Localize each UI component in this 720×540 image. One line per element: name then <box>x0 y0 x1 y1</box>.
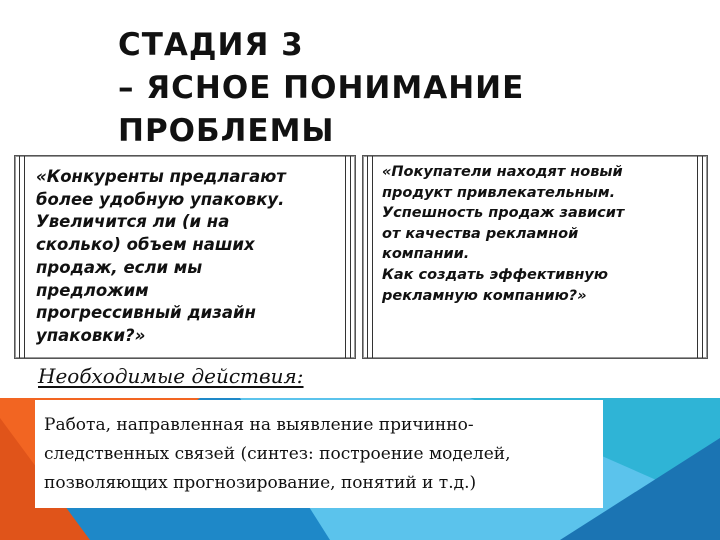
actions-line: Работа, направленная на выявление причинно- <box>44 415 474 435</box>
box-rail <box>19 156 25 358</box>
quote-line: рекламную компанию?» <box>382 287 587 304</box>
box-rail <box>367 156 373 358</box>
slide-title <box>118 24 678 153</box>
quote-line: Успешность продаж зависит <box>382 205 625 222</box>
title-line-3: ПРОБЛЕМЫ <box>118 113 335 149</box>
quote-line: предложим <box>36 280 149 300</box>
actions-line: следственных связей (синтез: построение моделей, <box>44 444 511 464</box>
quote-line: Увеличится ли (и на <box>36 212 230 232</box>
actions-text <box>44 411 604 498</box>
title-line-1: СТАДИЯ 3 <box>118 27 304 63</box>
quote-line: Как создать эффективную <box>382 266 608 283</box>
quote-line: «Конкуренты предлагают <box>36 167 286 186</box>
actions-heading: Необходимые действия: <box>38 364 304 388</box>
quote-line: прогрессивный дизайн <box>36 303 256 323</box>
competitors-quote <box>36 166 352 348</box>
quote-line: более удобную упаковку. <box>36 189 285 209</box>
quote-line: сколько) объем наших <box>36 235 255 255</box>
quote-line: продаж, если мы <box>36 257 203 277</box>
quote-line: продукт привлекательным. <box>382 184 616 201</box>
quote-line: «Покупатели находят новый <box>382 164 623 180</box>
quote-line: компании. <box>382 246 470 263</box>
customers-quote <box>382 162 702 306</box>
actions-line: позволяющих прогнозирование, понятий и т.д.) <box>44 473 477 493</box>
quote-line: упаковки?» <box>36 325 146 345</box>
title-line-2: – ЯСНОЕ ПОНИМАНИЕ <box>118 70 525 106</box>
quote-line: от качества рекламной <box>382 225 579 242</box>
